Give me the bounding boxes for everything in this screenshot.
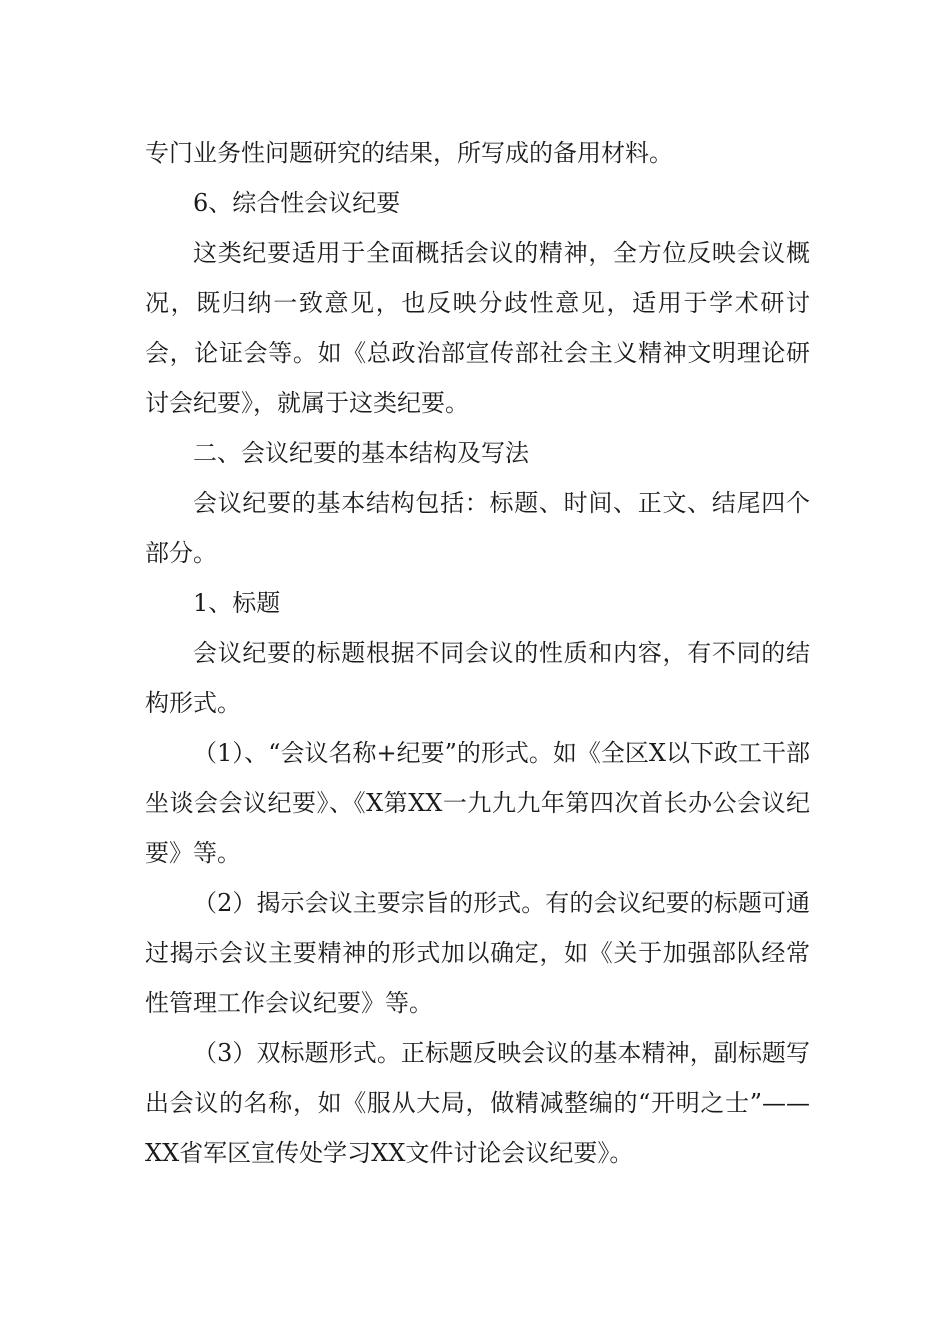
paragraph-5: 会议纪要的基本结构包括：标题、时间、正文、结尾四个部分。 bbox=[145, 489, 810, 567]
section-heading-6: 6、综合性会议纪要 bbox=[193, 189, 401, 217]
paragraph-8: （1）、“会议名称+纪要”的形式。如《全区X以下政工干部坐谈会会议纪要》、《X第XX一九九九年第四次首长办公会议纪要》等。 bbox=[145, 739, 811, 867]
paragraph-10: （3）双标题形式。正标题反映会议的基本精神，副标题写出会议的名称，如《服从大局，做精减整编的“开明之士”——XX省军区宣传处学习XX文件讨论会议纪要》。 bbox=[145, 1039, 810, 1167]
paragraph-1: 专门业务性问题研究的结果，所写成的备用材料。 bbox=[145, 139, 673, 167]
paragraph-9: （2）揭示会议主要宗旨的形式。有的会议纪要的标题可通过揭示会议主要精神的形式加以确定，如《关于加强部队经常性管理工作会议纪要》等。 bbox=[145, 889, 810, 1017]
paragraph-3: 这类纪要适用于全面概括会议的精神，全方位反映会议概况，既归纳一致意见，也反映分歧性意见，适用于学术研讨会，论证会等。如《总政治部宣传部社会主义精神文明理论研讨会纪要》，就属于这类纪要。 bbox=[145, 239, 810, 417]
document-body bbox=[145, 128, 810, 1178]
subsection-heading-1: 1、标题 bbox=[193, 589, 281, 617]
section-heading-2: 二、会议纪要的基本结构及写法 bbox=[193, 439, 529, 467]
paragraph-7: 会议纪要的标题根据不同会议的性质和内容，有不同的结构形式。 bbox=[145, 639, 810, 717]
